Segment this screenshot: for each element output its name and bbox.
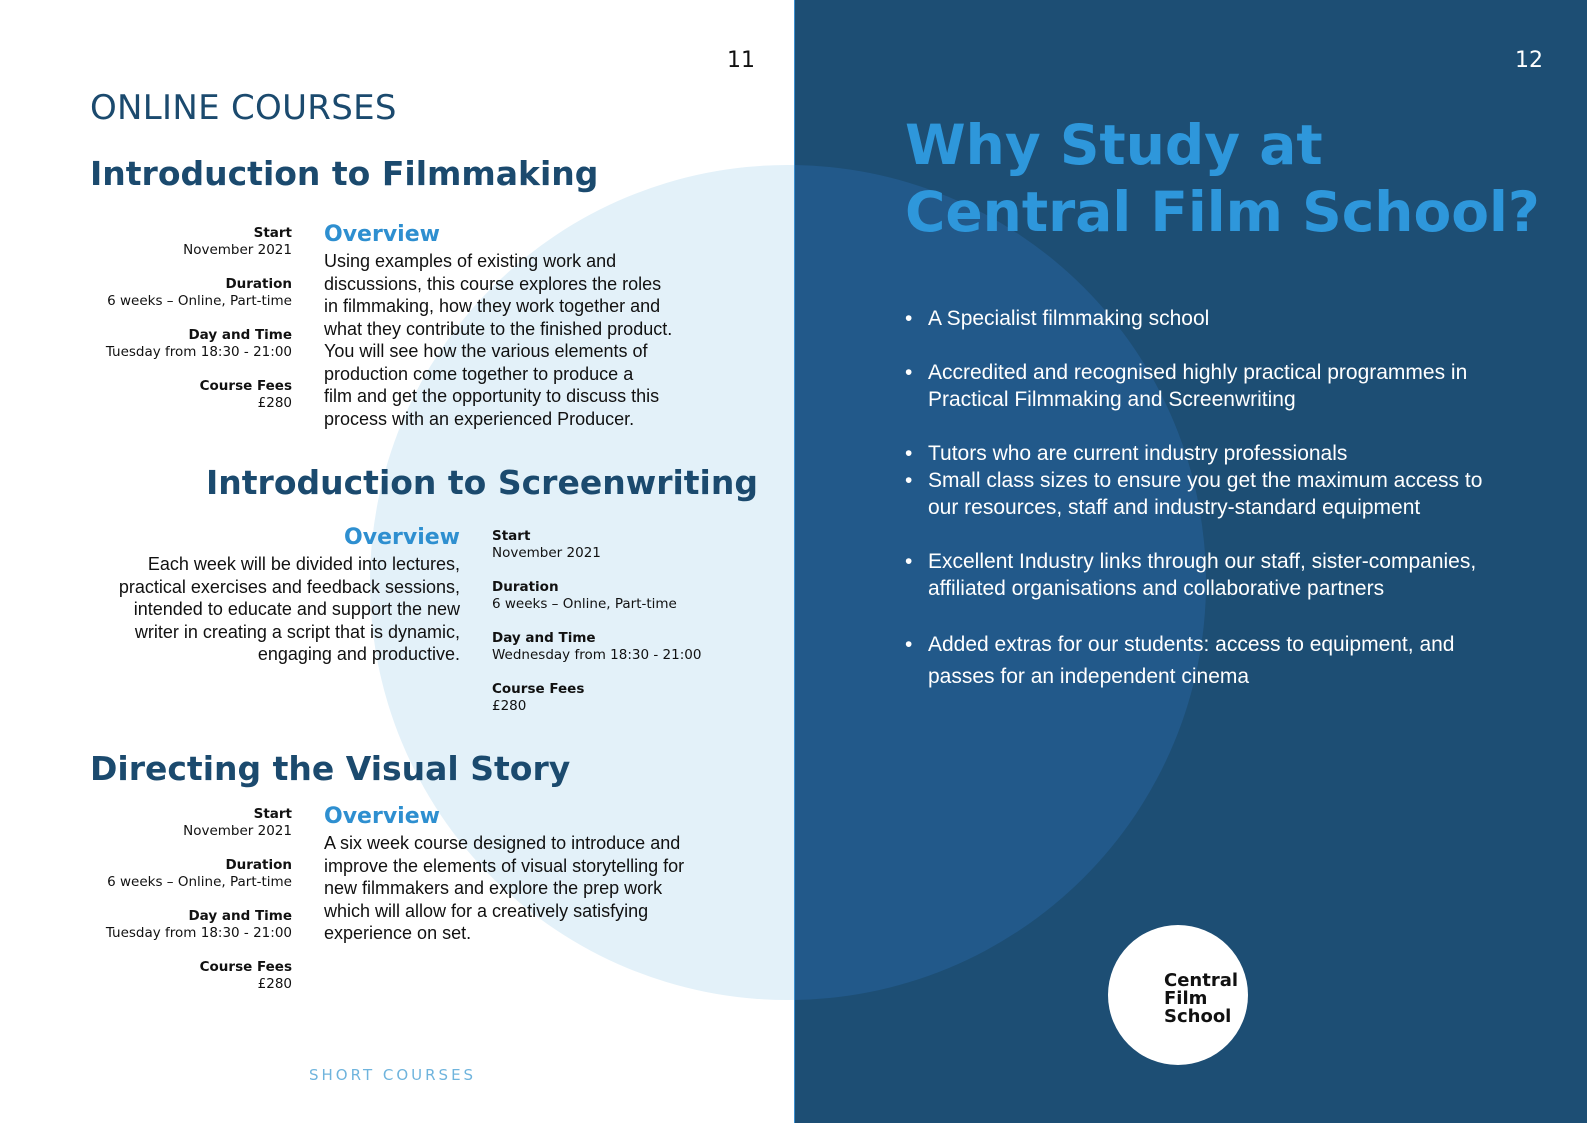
footer-label: SHORT COURSES [309, 1066, 477, 1084]
start-label: Start [253, 225, 292, 241]
overview-line: improve the elements of visual storytelling for [324, 855, 685, 876]
overview-line: in filmmaking, how they work together and [324, 296, 661, 316]
day-time-label: Day and Time [188, 327, 292, 343]
start-label: Start [492, 528, 531, 544]
duration-label: Duration [225, 276, 292, 292]
course-title-screenwriting: Introduction to Screenwriting [206, 463, 758, 502]
logo-line: School [1164, 1006, 1232, 1027]
list-item: • A Specialist filmmaking school [905, 305, 1485, 332]
list-item: • Excellent Industry links through our staff, sister-companies, affiliated organisations and collaborative partners [905, 548, 1485, 602]
course-meta-directing [100, 806, 292, 1010]
overview-line: intended to educate and support the new [133, 599, 460, 619]
fees-value: £280 [257, 395, 292, 411]
overview-line: what they contribute to the finished product. [324, 318, 673, 339]
fees-label: Course Fees [492, 681, 585, 697]
fees-label: Course Fees [199, 959, 292, 975]
duration-label: Duration [492, 579, 559, 595]
day-time-label: Day and Time [492, 630, 596, 646]
overview-line: A six week course designed to introduce and [324, 833, 681, 853]
list-item: • Accredited and recognised highly practical programmes in Practical Filmmaking and Screenwriting [905, 359, 1485, 413]
why-study-list [905, 305, 1485, 693]
overview-line: film and get the opportunity to discuss this [324, 386, 660, 406]
overview-heading-screenwriting: Overview [344, 525, 460, 550]
start-label: Start [253, 806, 292, 822]
course-title-filmmaking: Introduction to Filmmaking [90, 154, 599, 193]
list-item: • Small class sizes to ensure you get the maximum access to our resources, staff and industry-standard equipment [905, 467, 1485, 521]
start-value: November 2021 [183, 823, 292, 839]
start-value: November 2021 [492, 545, 601, 561]
duration-value: 6 weeks – Online, Part-time [492, 596, 677, 612]
day-time-value: Tuesday from 18:30 - 21:00 [105, 925, 292, 941]
logo-line: Central [1164, 970, 1239, 991]
overview-line: which will allow for a creatively satisfying [324, 900, 649, 921]
logo-line: Film [1164, 988, 1208, 1009]
overview-line: You will see how the various elements of [324, 341, 648, 361]
overview-heading-directing: Overview [324, 804, 440, 829]
duration-value: 6 weeks – Online, Part-time [107, 293, 292, 309]
duration-label: Duration [225, 857, 292, 873]
start-value: November 2021 [183, 242, 292, 258]
page-number-left: 11 [727, 48, 755, 73]
duration-value: 6 weeks – Online, Part-time [107, 874, 292, 890]
overview-line: new filmmakers and explore the prep work [324, 878, 663, 898]
fees-label: Course Fees [199, 378, 292, 394]
course-meta-filmmaking [100, 225, 292, 429]
overview-line: practical exercises and feedback sessions, [118, 576, 460, 597]
title-line: Why Study at [905, 113, 1323, 177]
title-line: Central Film School? [905, 180, 1540, 244]
fees-value: £280 [257, 976, 292, 992]
overview-text-directing [324, 832, 684, 945]
overview-line: Using examples of existing work and [324, 251, 617, 271]
page-number-right: 12 [1515, 48, 1543, 73]
course-meta-screenwriting [492, 528, 722, 732]
overview-line: production come together to produce a [324, 363, 634, 384]
logo [1164, 972, 1238, 1026]
list-item: • Tutors who are current industry professionals [905, 440, 1485, 467]
overview-text-filmmaking [324, 250, 672, 430]
overview-line: writer in creating a script that is dynamic, [134, 621, 460, 642]
day-time-label: Day and Time [188, 908, 292, 924]
why-study-title [905, 112, 1540, 246]
list-item: • Added extras for our students: access to equipment, and passes for an independent cinema [905, 629, 1485, 693]
day-time-value: Tuesday from 18:30 - 21:00 [105, 344, 292, 360]
section-title: ONLINE COURSES [90, 88, 397, 128]
overview-line: engaging and productive. [257, 644, 460, 664]
overview-line: process with an experienced Producer. [324, 408, 635, 429]
day-time-value: Wednesday from 18:30 - 21:00 [492, 647, 702, 663]
overview-line: experience on set. [324, 923, 472, 943]
overview-text-screenwriting [90, 553, 460, 666]
fees-value: £280 [492, 698, 527, 714]
overview-heading-filmmaking: Overview [324, 222, 440, 247]
overview-line: discussions, this course explores the roles [324, 273, 662, 294]
course-title-directing: Directing the Visual Story [90, 749, 571, 788]
overview-line: Each week will be divided into lectures, [147, 554, 460, 574]
